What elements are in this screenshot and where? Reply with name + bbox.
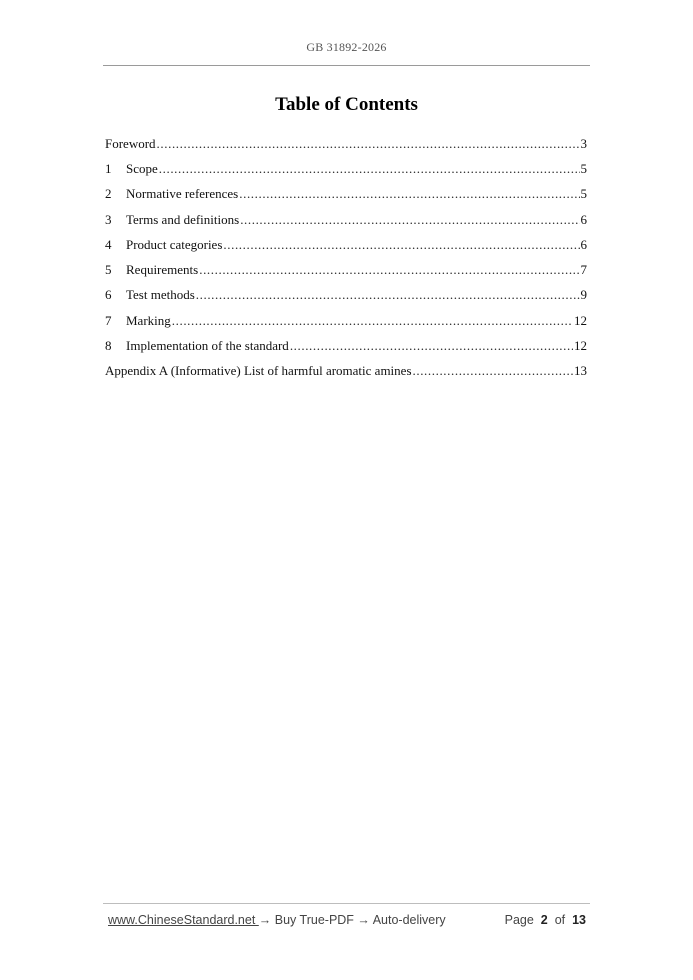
toc-entry-label: Implementation of the standard bbox=[126, 338, 289, 354]
toc-dot-leader bbox=[172, 313, 573, 329]
footer-buy-text: Buy True-PDF bbox=[271, 913, 358, 927]
footer-divider bbox=[103, 903, 590, 904]
site-link[interactable]: www.ChineseStandard.net bbox=[108, 913, 259, 927]
toc-entry-page: 9 bbox=[580, 287, 587, 303]
toc-entry-terms-and-definitions[interactable] bbox=[105, 207, 587, 232]
toc-dot-leader bbox=[199, 262, 579, 278]
toc-entry-number: 6 bbox=[105, 287, 112, 303]
toc-entry-appendix-a[interactable] bbox=[105, 359, 587, 384]
footer-promo bbox=[108, 913, 446, 927]
toc-entry-page: 6 bbox=[580, 236, 587, 252]
toc-entry-label: Appendix A (Informative) List of harmful aromatic amines bbox=[105, 363, 412, 379]
toc-dot-leader bbox=[290, 338, 573, 354]
toc-entry-label: Marking bbox=[126, 312, 171, 328]
header-divider bbox=[103, 65, 590, 66]
footer-delivery-text: Auto-delivery bbox=[369, 913, 446, 927]
page-current: 2 bbox=[540, 913, 548, 927]
toc-entry-label: Foreword bbox=[105, 135, 156, 151]
toc-entry-implementation[interactable] bbox=[105, 333, 587, 358]
toc-entry-number: 8 bbox=[105, 338, 112, 354]
toc-dot-leader bbox=[223, 237, 579, 253]
toc-title: Table of Contents bbox=[275, 94, 418, 115]
toc-entry-page: 7 bbox=[580, 262, 587, 278]
toc-entry-foreword[interactable] bbox=[105, 131, 587, 156]
page-indicator bbox=[505, 913, 586, 927]
toc-entry-test-methods[interactable] bbox=[105, 283, 587, 308]
toc-entry-normative-references[interactable] bbox=[105, 182, 587, 207]
toc-entry-marking[interactable] bbox=[105, 308, 587, 333]
toc-entry-label: Normative references bbox=[126, 186, 239, 202]
page-word: Page bbox=[504, 913, 534, 927]
toc-entry-label: Product categories bbox=[126, 236, 223, 252]
toc-entry-page: 5 bbox=[580, 160, 587, 176]
toc-entry-number: 1 bbox=[105, 160, 112, 176]
toc-entry-number: 5 bbox=[105, 262, 112, 278]
toc-dot-leader bbox=[413, 363, 574, 379]
running-header: GB 31892-2026 bbox=[306, 40, 387, 54]
toc-entry-number: 2 bbox=[105, 186, 112, 202]
arrow-right-icon: → bbox=[258, 913, 272, 927]
table-of-contents bbox=[105, 131, 587, 384]
toc-entry-number: 4 bbox=[105, 236, 112, 252]
toc-entry-page: 12 bbox=[574, 338, 587, 354]
toc-dot-leader bbox=[196, 287, 580, 303]
toc-dot-leader bbox=[240, 212, 579, 228]
toc-entry-product-categories[interactable] bbox=[105, 232, 587, 257]
page-footer bbox=[108, 913, 586, 927]
arrow-right-icon: → bbox=[357, 913, 370, 927]
toc-entry-label: Terms and definitions bbox=[126, 211, 240, 227]
toc-entry-page: 13 bbox=[574, 363, 587, 379]
toc-entry-number: 7 bbox=[105, 312, 112, 328]
toc-entry-page: 3 bbox=[580, 135, 587, 151]
toc-entry-page: 6 bbox=[580, 211, 587, 227]
page-of-word: of bbox=[554, 913, 566, 927]
toc-dot-leader bbox=[239, 186, 579, 202]
toc-entry-page: 12 bbox=[574, 312, 587, 328]
toc-entry-label: Requirements bbox=[126, 262, 199, 278]
toc-entry-requirements[interactable] bbox=[105, 257, 587, 282]
toc-entry-page: 5 bbox=[580, 186, 587, 202]
toc-entry-label: Scope bbox=[126, 160, 158, 176]
toc-entry-scope[interactable] bbox=[105, 156, 587, 181]
page-total: 13 bbox=[572, 913, 586, 927]
toc-entry-label: Test methods bbox=[126, 287, 195, 303]
toc-entry-number: 3 bbox=[105, 211, 112, 227]
toc-dot-leader bbox=[157, 136, 580, 152]
toc-dot-leader bbox=[159, 161, 580, 177]
